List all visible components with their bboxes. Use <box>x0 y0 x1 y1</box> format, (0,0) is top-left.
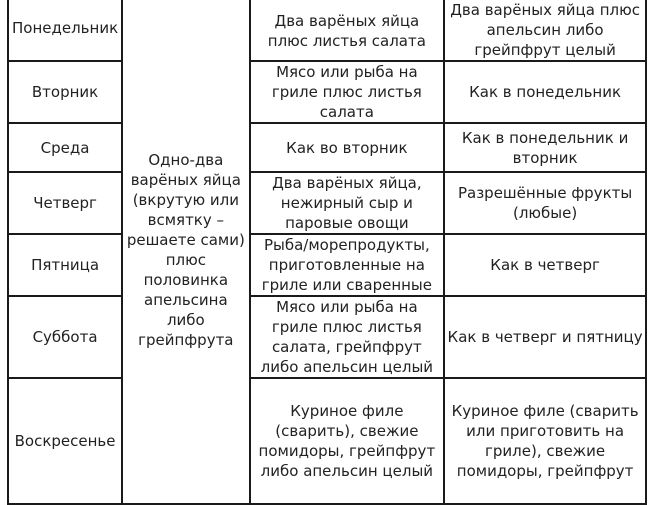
dinner-cell: Разрешённые фрукты (любые) <box>444 172 646 234</box>
day-cell: Вторник <box>8 61 122 123</box>
dinner-cell: Как в понедельник и вторник <box>444 123 646 172</box>
table-row <box>8 61 646 123</box>
dinner-cell: Как в четверг и пятницу <box>444 296 646 378</box>
table-row <box>8 0 646 61</box>
lunch-cell: Мясо или рыба на гриле плюс листья салата, грейпфрут либо апельсин целый <box>250 296 445 378</box>
lunch-cell: Два варёных яйца плюс листья салата <box>250 0 445 61</box>
day-cell: Пятница <box>8 234 122 296</box>
dinner-cell: Как в четверг <box>444 234 646 296</box>
day-cell: Среда <box>8 123 122 172</box>
shared-breakfast-cell <box>122 0 249 504</box>
table-row <box>8 296 646 378</box>
breakfast-text: Одно-два варёных яйца (вкрутую или всмятку – решаете сами) плюс половинка апельсина либо грейпфрута <box>126 150 245 349</box>
table-row <box>8 234 646 296</box>
dinner-cell: Куриное филе (сварить или приготовить на гриле), свежие помидоры, грейпфрут <box>444 378 646 504</box>
day-cell: Понедельник <box>8 0 122 61</box>
dinner-cell: Как в понедельник <box>444 61 646 123</box>
dinner-cell: Два варёных яйца плюс апельсин либо грейпфрут целый <box>444 0 646 61</box>
table-row <box>8 123 646 172</box>
lunch-cell: Мясо или рыба на гриле плюс листья салата <box>250 61 445 123</box>
day-cell: Четверг <box>8 172 122 234</box>
table-row <box>8 172 646 234</box>
lunch-cell: Рыба/морепродукты, приготовленные на гриле или сваренные <box>250 234 445 296</box>
diet-schedule-table <box>7 0 647 505</box>
lunch-cell: Как во вторник <box>250 123 445 172</box>
table-row <box>8 378 646 504</box>
day-cell: Воскресенье <box>8 378 122 504</box>
lunch-cell: Два варёных яйца, нежирный сыр и паровые овощи <box>250 172 445 234</box>
lunch-cell: Куриное филе (сварить), свежие помидоры, грейпфрут либо апельсин целый <box>250 378 445 504</box>
day-cell: Суббота <box>8 296 122 378</box>
